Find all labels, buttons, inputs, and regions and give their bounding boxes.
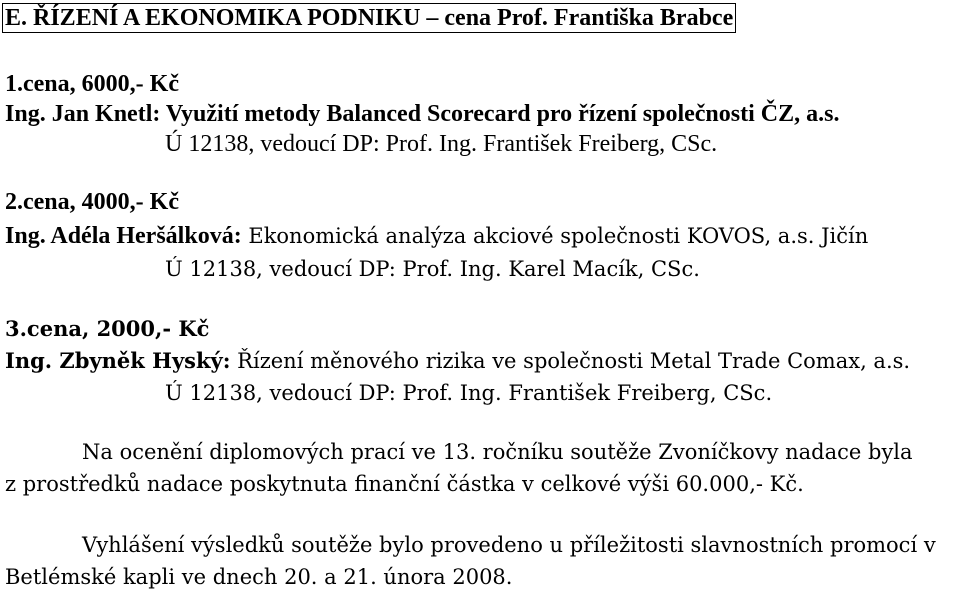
prize-3-winner-name: Ing. Zbyněk Hyský: bbox=[5, 348, 231, 373]
prize-1-rank: 1.cena, 6000,- Kč bbox=[5, 71, 179, 97]
section-heading: E. ŘÍZENÍ A EKONOMIKA PODNIKU – cena Prof. Františka Brabce bbox=[2, 3, 736, 33]
prize-3-winner-topic: Řízení měnového rizika ve společnosti Metal Trade Comax, a.s. bbox=[230, 349, 911, 373]
prize-3-winner bbox=[5, 347, 910, 375]
prize-2-winner bbox=[5, 222, 868, 250]
prize-1-details: Ú 12138, vedoucí DP: Prof. Ing. František Freiberg, CSc. bbox=[165, 131, 718, 157]
prize-3-rank: 3.cena, 2000,- Kč bbox=[5, 316, 210, 341]
prize-2-details: Ú 12138, vedoucí DP: Prof. Ing. Karel Macík, CSc. bbox=[165, 257, 700, 281]
paragraph-2-line-2: Betlémské kapli ve dnech 20. a 21. února 2008. bbox=[5, 565, 513, 589]
paragraph-1-line-1: Na ocenění diplomových prací ve 13. ročníku soutěže Zvoníčkovy nadace byla bbox=[82, 440, 913, 464]
prize-1-winner: Ing. Jan Knetl: Využití metody Balanced Scorecard pro řízení společnosti ČZ, a.s. bbox=[5, 101, 840, 127]
prize-2-winner-topic: Ekonomická analýza akciové společnosti KOVOS, a.s. Jičín bbox=[241, 224, 869, 248]
prize-2-rank: 2.cena, 4000,- Kč bbox=[5, 189, 179, 215]
prize-3-details: Ú 12138, vedoucí DP: Prof. Ing. František Freiberg, CSc. bbox=[165, 381, 773, 405]
paragraph-1-line-2: z prostředků nadace poskytnuta finanční částka v celkové výši 60.000,- Kč. bbox=[5, 472, 804, 496]
prize-2-winner-name: Ing. Adéla Heršálková: bbox=[5, 223, 242, 249]
paragraph-2-line-1: Vyhlášení výsledků soutěže bylo provedeno u příležitosti slavnostních promocí v bbox=[82, 533, 936, 557]
